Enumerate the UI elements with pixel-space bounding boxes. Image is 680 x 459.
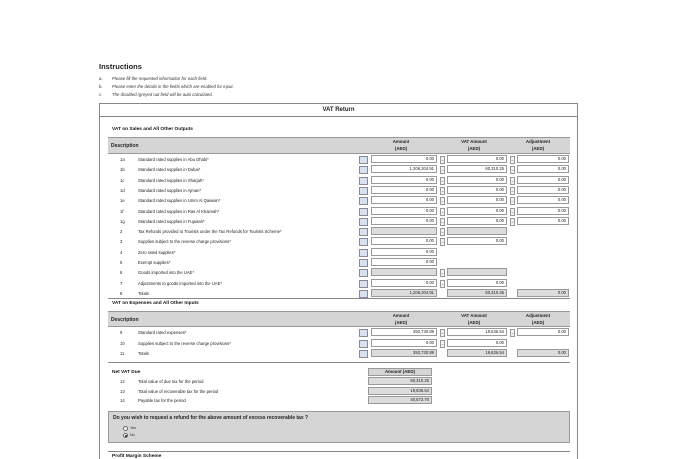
amount-field[interactable]: 0.00 [371, 248, 437, 256]
vat-amount-field[interactable]: 0.00 [447, 339, 507, 347]
amount-field[interactable]: 392,730.89 [371, 328, 437, 336]
table-row [108, 248, 570, 258]
divider [108, 362, 570, 363]
divider [108, 451, 570, 452]
vat-adjust-button[interactable]: – [441, 230, 444, 235]
info-button[interactable] [359, 156, 368, 164]
row-label: Adjustments to goods imported into the UAE* [138, 280, 223, 286]
adjustment-header-unit: (AED) [531, 319, 545, 325]
net-amount-field: 40,673.70 [368, 396, 432, 404]
amount-field[interactable]: 0.00 [371, 176, 437, 184]
row-label: Standard rated supplies in Ajman* [138, 187, 202, 193]
vat-amount-header-unit: (AED) [467, 319, 481, 325]
refund-yes-label: Yes [130, 426, 136, 430]
vat-adjust-button[interactable]: – [441, 209, 444, 214]
row-number: 3 [120, 239, 123, 245]
row-number: 1c [120, 177, 125, 183]
row-label: Totals [138, 351, 149, 356]
amount-field[interactable]: 0.00 [371, 217, 437, 225]
adjustment-field[interactable]: 0.00 [517, 328, 569, 336]
vat-adjust-button[interactable]: – [441, 158, 444, 162]
vat-amount-field[interactable]: 0.00 [447, 217, 507, 225]
net-amount-field: 60,310.25 [368, 377, 432, 385]
table-row [108, 268, 570, 278]
row-number: 1g [120, 218, 125, 224]
instruction-item [99, 83, 579, 91]
sales-description-header: Description [111, 143, 139, 149]
vat-amount-header-label: VAT Amount [461, 139, 487, 144]
info-button[interactable] [359, 218, 368, 226]
table-row [108, 155, 570, 165]
expenses-adjustment-header [508, 313, 568, 326]
row-number: 13 [120, 388, 125, 394]
adjustment-field: 0.00 [517, 289, 569, 297]
row-number: 11 [120, 351, 125, 356]
expenses-header-bar [108, 311, 570, 327]
vat-amount-header-unit: (AED) [467, 145, 481, 151]
row-number: 9 [120, 330, 123, 335]
amount-header-unit: (AED) [394, 145, 408, 151]
amount-field[interactable]: 0.00 [371, 207, 437, 215]
amount-field: 1,206,204.91 [371, 289, 437, 297]
table-row [108, 176, 570, 186]
amount-header-unit: (AED) [394, 319, 408, 325]
row-number: 7 [120, 280, 123, 286]
amount-header-label: Amount [392, 139, 410, 144]
net-row [108, 387, 570, 397]
vat-return-title: VAT Return [100, 104, 577, 117]
row-label: Standard rated expenses* [138, 330, 187, 335]
vat-adjust-button[interactable]: – [441, 188, 444, 193]
row-number: 4 [120, 249, 123, 255]
vat-adjust-button[interactable]: – [441, 199, 444, 204]
amount-field[interactable]: 0.00 [371, 279, 437, 287]
row-label: Supplies subject to the reverse charge provisions* [138, 239, 231, 245]
vat-adjust-button[interactable]: – [441, 168, 444, 173]
adjustment-field[interactable]: 0.00 [517, 186, 569, 194]
instruction-text: The disabled /greyed out field will be auto calculated. [112, 92, 213, 97]
amount-field[interactable]: 0.00 [371, 258, 437, 266]
row-label: Payable tax for the period [138, 398, 186, 403]
adjustment-field[interactable]: 0.00 [517, 217, 569, 225]
amount-field[interactable]: 0.00 [371, 339, 437, 347]
vat-amount-field[interactable]: 19,636.54 [447, 328, 507, 336]
row-number: 1b [120, 167, 125, 173]
refund-no-label: No [130, 433, 135, 437]
adjustment-field: 0.00 [517, 349, 569, 357]
amount-field[interactable]: 0.00 [371, 186, 437, 194]
info-button[interactable] [359, 350, 368, 358]
table-row [108, 279, 570, 289]
vat-adjust-button[interactable]: – [441, 178, 444, 183]
vat-amount-field[interactable]: 0.00 [447, 237, 507, 245]
adjustment-button[interactable]: – [511, 209, 514, 214]
vat-amount-field[interactable]: 0.00 [447, 176, 507, 184]
instruction-letter: c. [99, 92, 103, 97]
amount-field[interactable]: 1,206,204.91 [371, 165, 437, 173]
amount-field[interactable] [371, 268, 437, 276]
info-button[interactable] [359, 197, 368, 205]
vat-adjust-button[interactable]: – [441, 281, 444, 286]
table-row [108, 165, 570, 175]
instructions-title: Instructions [99, 62, 142, 71]
row-label: Standard rated supplies in Ras Al Khaimah* [138, 208, 220, 214]
vat-adjust-button[interactable]: – [441, 240, 444, 245]
info-button[interactable] [359, 249, 368, 257]
table-row [108, 186, 570, 196]
refund-yes-radio[interactable] [123, 426, 128, 431]
net-row [108, 377, 570, 387]
vat-return-form [99, 103, 578, 459]
expenses-amount-header [366, 313, 436, 326]
adjustment-field[interactable]: 0.00 [517, 196, 569, 204]
info-button[interactable] [359, 238, 368, 246]
vat-amount-field[interactable]: 0.00 [447, 196, 507, 204]
row-number: 1f [120, 208, 124, 214]
table-row [108, 237, 570, 247]
row-label: Standard rated supplies in Umm Al Qaiwain* [138, 198, 221, 204]
info-button[interactable] [359, 269, 368, 277]
adjustment-header-label: Adjustment [525, 139, 551, 144]
row-label: Exempt supplies* [138, 260, 171, 265]
adjustment-field[interactable]: 0.00 [517, 165, 569, 173]
info-button[interactable] [359, 166, 368, 174]
adjustment-button[interactable]: – [511, 158, 514, 162]
info-button[interactable] [359, 208, 368, 216]
instruction-letter: a. [99, 76, 103, 81]
info-button[interactable] [359, 290, 368, 298]
table-row [108, 196, 570, 206]
refund-question: Do you wish to request a refund for the above amount of excess recoverable tax ? [113, 415, 309, 421]
row-number: 8 [120, 290, 123, 296]
info-button[interactable] [359, 259, 368, 267]
info-button[interactable] [359, 280, 368, 288]
adjustment-button[interactable]: – [511, 199, 514, 204]
row-number: 2 [120, 229, 123, 235]
row-number: 1a [120, 157, 125, 162]
adjustment-button[interactable]: – [511, 331, 514, 335]
row-number: 10 [120, 340, 125, 346]
vat-amount-field: 19,636.54 [447, 349, 507, 357]
amount-field[interactable] [371, 227, 437, 235]
net-vat-section-title: Net VAT Due [112, 370, 141, 375]
adjustment-button[interactable]: – [511, 188, 514, 193]
sales-vat-amount-header [442, 139, 506, 152]
table-row [108, 258, 570, 268]
vat-amount-header-label: VAT Amount [461, 313, 487, 318]
row-number: 12 [120, 379, 125, 384]
expenses-section-title: VAT on Expenses and All Other Inputs [112, 301, 199, 306]
vat-adjust-button[interactable]: – [441, 271, 444, 276]
row-label: Standard rated supplies in Abu Dhabi* [138, 157, 209, 162]
row-label: Zero rated supplies* [138, 249, 176, 255]
vat-amount-field[interactable] [447, 268, 507, 276]
adjustment-button[interactable]: – [511, 219, 514, 224]
refund-no-radio[interactable] [123, 433, 128, 438]
info-button[interactable] [359, 187, 368, 195]
row-label: Goods imported into the UAE* [138, 270, 195, 276]
sales-section-title: VAT on Sales and All Other Outputs [112, 127, 193, 132]
row-number: 1d [120, 187, 125, 193]
amount-header-label: Amount [392, 313, 410, 318]
amount-field[interactable]: 0.00 [371, 237, 437, 245]
adjustment-button[interactable]: – [511, 178, 514, 183]
table-row [108, 339, 570, 349]
vat-adjust-button[interactable]: – [441, 341, 444, 346]
sales-header-bar [108, 137, 570, 154]
amount-field[interactable]: 0.00 [371, 155, 437, 163]
vat-amount-field[interactable]: 0.00 [447, 155, 507, 163]
row-label: Total value of due tax for the period [138, 379, 204, 384]
net-amount-header: Amount (AED) [368, 368, 432, 376]
adjustment-header-unit: (AED) [531, 145, 545, 151]
row-label: Standard rated supplies in Dubai* [138, 167, 201, 173]
row-label: Totals [138, 290, 149, 296]
row-number: 14 [120, 398, 125, 403]
adjustment-field[interactable]: 0.00 [517, 155, 569, 163]
net-amount-field: 19,636.54 [368, 387, 432, 395]
row-label: Total value of recoverable tax for the period [138, 388, 219, 394]
adjustment-field[interactable]: 0.00 [517, 207, 569, 215]
table-row [108, 217, 570, 227]
profit-margin-title: Profit Margin Scheme [112, 454, 162, 459]
vat-amount-field[interactable]: 60,310.25 [447, 165, 507, 173]
instruction-text: Please fill the requested information for each field. [112, 76, 208, 81]
instructions-block [99, 62, 579, 99]
table-row [108, 207, 570, 217]
table-row [108, 227, 570, 237]
adjustment-field[interactable]: 0.00 [517, 176, 569, 184]
instruction-item [99, 75, 579, 83]
expenses-vat-amount-header [442, 313, 506, 326]
info-button[interactable] [359, 228, 368, 236]
amount-field: 392,730.89 [371, 349, 437, 357]
vat-adjust-button[interactable]: – [441, 219, 444, 224]
vat-amount-field[interactable]: 0.00 [447, 207, 507, 215]
refund-question-box [108, 411, 570, 443]
info-button[interactable] [359, 340, 368, 348]
table-row [108, 349, 570, 359]
row-number: 5 [120, 260, 123, 265]
divider [108, 298, 570, 299]
instruction-letter: b. [99, 84, 103, 89]
vat-amount-field[interactable]: 0.00 [447, 279, 507, 287]
row-number: 1e [120, 198, 125, 204]
vat-amount-field: 60,310.25 [447, 289, 507, 297]
row-label: Standard rated supplies in Sharjah* [138, 177, 204, 183]
info-button[interactable] [359, 329, 368, 337]
row-label: Tax Refunds provided to Tourists under the Tax Refunds for Tourists Scheme* [138, 229, 282, 235]
row-number: 6 [120, 270, 123, 276]
vat-adjust-button[interactable]: – [441, 331, 444, 335]
net-row [108, 396, 570, 406]
adjustment-header-label: Adjustment [525, 313, 551, 318]
row-label: Supplies subject to the reverse charge provisions* [138, 340, 231, 346]
sales-adjustment-header [508, 139, 568, 152]
info-button[interactable] [359, 177, 368, 185]
expenses-description-header: Description [111, 317, 139, 323]
vat-amount-field[interactable] [447, 227, 507, 235]
instruction-item [99, 91, 579, 99]
amount-field[interactable]: 0.00 [371, 196, 437, 204]
sales-amount-header [366, 139, 436, 152]
vat-amount-field[interactable]: 0.00 [447, 186, 507, 194]
adjustment-button[interactable]: – [511, 168, 514, 173]
row-label: Standard rated supplies in Fujairah* [138, 218, 205, 224]
instruction-text: Please enter the details in the fields which are enabled for input. [112, 84, 234, 89]
table-row [108, 328, 570, 338]
